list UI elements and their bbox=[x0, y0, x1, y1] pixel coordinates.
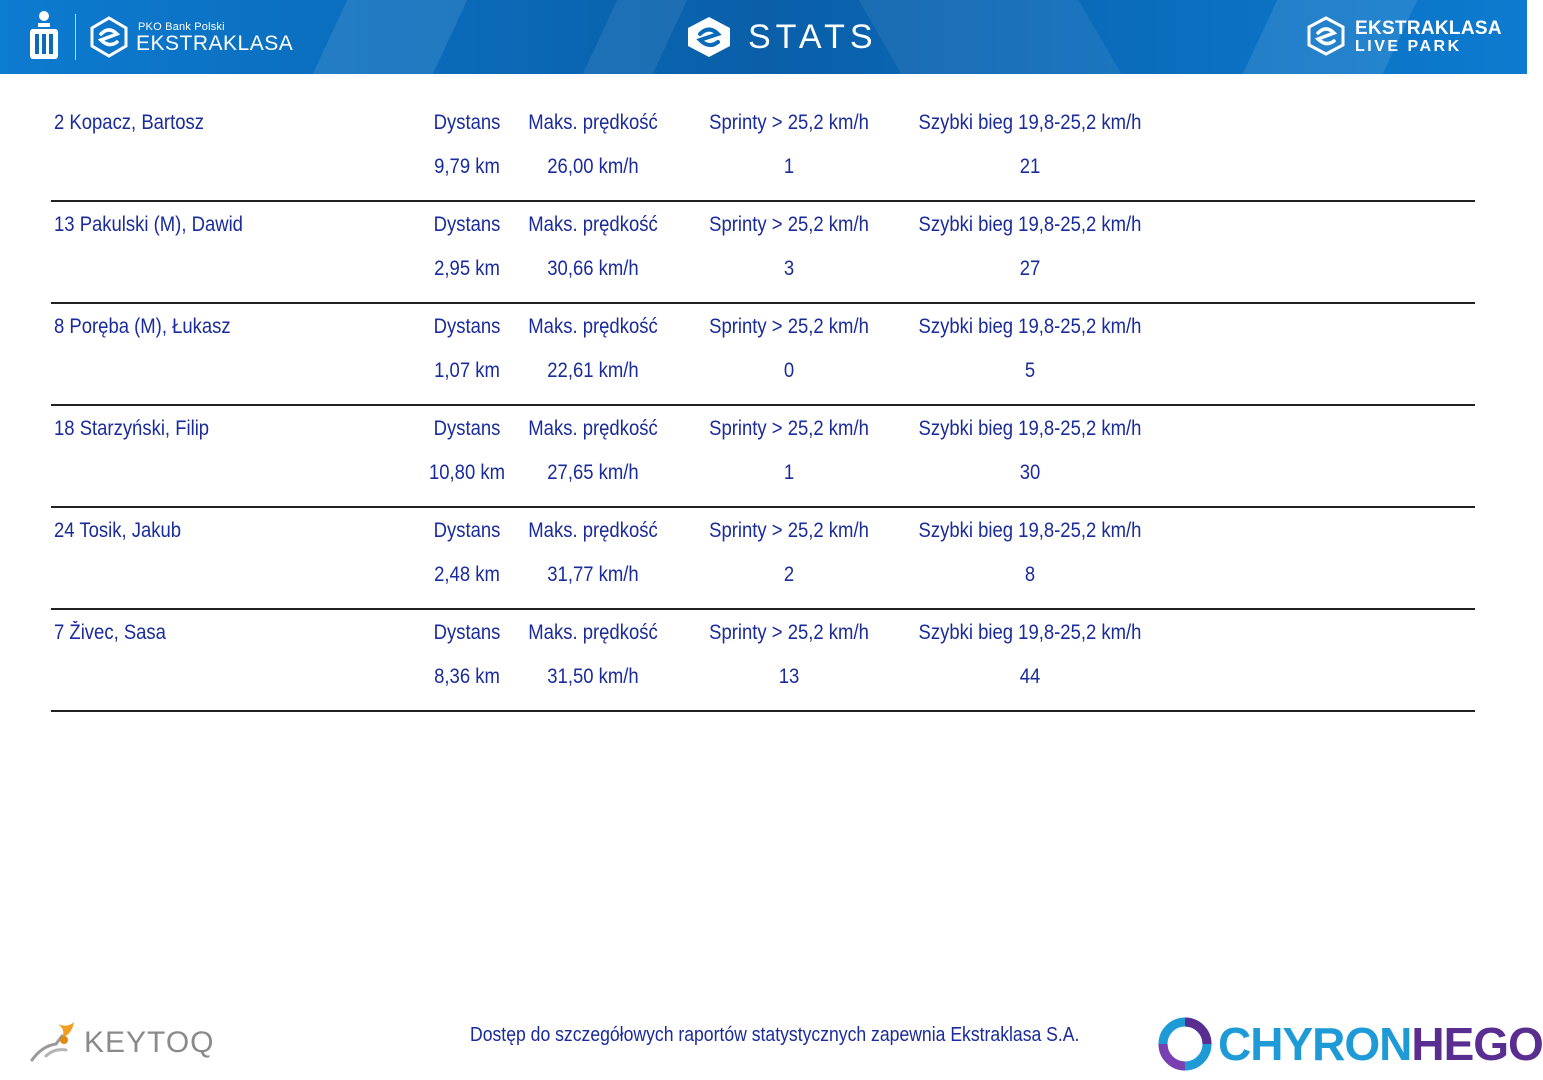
max-speed-label: Maks. prędkość bbox=[528, 213, 658, 236]
sprints-value: 1 bbox=[783, 461, 795, 484]
chyron-word: CHYRON bbox=[1218, 1018, 1412, 1070]
fast-runs-label: Szybki bieg 19,8-25,2 km/h bbox=[918, 111, 1142, 134]
keytoq-logo-icon bbox=[28, 1016, 80, 1066]
fast-runs-label: Szybki bieg 19,8-25,2 km/h bbox=[918, 417, 1142, 440]
sprints-value: 2 bbox=[783, 563, 795, 586]
distance-label: Dystans bbox=[433, 315, 501, 338]
fast-runs-label: Szybki bieg 19,8-25,2 km/h bbox=[918, 621, 1142, 644]
fast-runs-value: 30 bbox=[1019, 461, 1041, 484]
player-name: 24 Tosik, Jakub bbox=[54, 519, 182, 542]
sprints-label: Sprinty > 25,2 km/h bbox=[709, 417, 869, 440]
hego-word: HEGO bbox=[1411, 1018, 1543, 1070]
fast-runs-value: 5 bbox=[1024, 359, 1036, 382]
player-row bbox=[51, 202, 1475, 304]
sprints-value: 3 bbox=[783, 257, 795, 280]
player-name: 7 Živec, Sasa bbox=[54, 621, 166, 644]
max-speed-label: Maks. prędkość bbox=[528, 417, 658, 440]
player-row bbox=[51, 610, 1475, 712]
pko-bank-logo-icon bbox=[24, 10, 64, 62]
banner-stripe bbox=[313, 0, 468, 74]
partner-name-top: EKSTRAKLASA bbox=[1355, 18, 1502, 39]
player-stats-list bbox=[51, 100, 1475, 712]
player-row bbox=[51, 508, 1475, 610]
fast-runs-value: 21 bbox=[1019, 155, 1041, 178]
fast-runs-value: 8 bbox=[1024, 563, 1036, 586]
keytoq-logo-text: KEYTOQ bbox=[84, 1026, 215, 1059]
distance-value: 8,36 km bbox=[434, 665, 500, 688]
sprints-label: Sprinty > 25,2 km/h bbox=[709, 519, 869, 542]
distance-value: 10,80 km bbox=[428, 461, 506, 484]
distance-value: 1,07 km bbox=[434, 359, 500, 382]
player-row bbox=[51, 100, 1475, 202]
max-speed-value: 27,65 km/h bbox=[547, 461, 639, 484]
sprints-label: Sprinty > 25,2 km/h bbox=[709, 213, 869, 236]
fast-runs-label: Szybki bieg 19,8-25,2 km/h bbox=[918, 315, 1142, 338]
max-speed-value: 30,66 km/h bbox=[547, 257, 639, 280]
distance-label: Dystans bbox=[433, 111, 501, 134]
distance-label: Dystans bbox=[433, 519, 501, 542]
partner-name-bottom: LIVE PARK bbox=[1355, 38, 1462, 55]
page-title: STATS bbox=[748, 18, 878, 56]
max-speed-value: 26,00 km/h bbox=[547, 155, 639, 178]
player-row bbox=[51, 304, 1475, 406]
max-speed-label: Maks. prędkość bbox=[528, 519, 658, 542]
distance-label: Dystans bbox=[433, 417, 501, 440]
distance-value: 2,95 km bbox=[434, 257, 500, 280]
league-name: EKSTRAKLASA bbox=[136, 32, 294, 55]
sprints-label: Sprinty > 25,2 km/h bbox=[709, 315, 869, 338]
live-park-logo-icon bbox=[1306, 16, 1346, 56]
sprints-label: Sprinty > 25,2 km/h bbox=[709, 111, 869, 134]
sprints-label: Sprinty > 25,2 km/h bbox=[709, 621, 869, 644]
sponsor-name: PKO Bank Polski bbox=[138, 21, 225, 33]
sprints-value: 13 bbox=[778, 665, 800, 688]
fast-runs-value: 27 bbox=[1019, 257, 1041, 280]
max-speed-value: 31,50 km/h bbox=[547, 665, 639, 688]
sprints-value: 0 bbox=[783, 359, 795, 382]
fast-runs-label: Szybki bieg 19,8-25,2 km/h bbox=[918, 213, 1142, 236]
player-name: 18 Starzyński, Filip bbox=[54, 417, 210, 440]
max-speed-value: 22,61 km/h bbox=[547, 359, 639, 382]
sprints-value: 1 bbox=[783, 155, 795, 178]
distance-value: 2,48 km bbox=[434, 563, 500, 586]
distance-value: 9,79 km bbox=[434, 155, 500, 178]
distance-label: Dystans bbox=[433, 213, 501, 236]
player-name: 2 Kopacz, Bartosz bbox=[54, 111, 204, 134]
max-speed-label: Maks. prędkość bbox=[528, 315, 658, 338]
header-banner bbox=[0, 0, 1527, 74]
chyronhego-logo-text bbox=[1218, 1016, 1543, 1072]
max-speed-value: 31,77 km/h bbox=[547, 563, 639, 586]
banner-stripe bbox=[583, 0, 688, 74]
stats-logo-icon bbox=[686, 16, 732, 58]
distance-label: Dystans bbox=[433, 621, 501, 644]
chyronhego-logo-icon bbox=[1157, 1016, 1213, 1072]
banner-stripe bbox=[859, 0, 1122, 74]
logo-divider bbox=[75, 14, 76, 60]
max-speed-label: Maks. prędkość bbox=[528, 621, 658, 644]
fast-runs-value: 44 bbox=[1019, 665, 1041, 688]
ekstraklasa-logo-icon bbox=[88, 16, 130, 58]
max-speed-label: Maks. prędkość bbox=[528, 111, 658, 134]
player-row bbox=[51, 406, 1475, 508]
fast-runs-label: Szybki bieg 19,8-25,2 km/h bbox=[918, 519, 1142, 542]
player-name: 13 Pakulski (M), Dawid bbox=[54, 213, 243, 236]
player-name: 8 Poręba (M), Łukasz bbox=[54, 315, 231, 338]
footer-note: Dostęp do szczegółowych raportów statystycznych zapewnia Ekstraklasa S.A. bbox=[470, 1024, 1080, 1046]
